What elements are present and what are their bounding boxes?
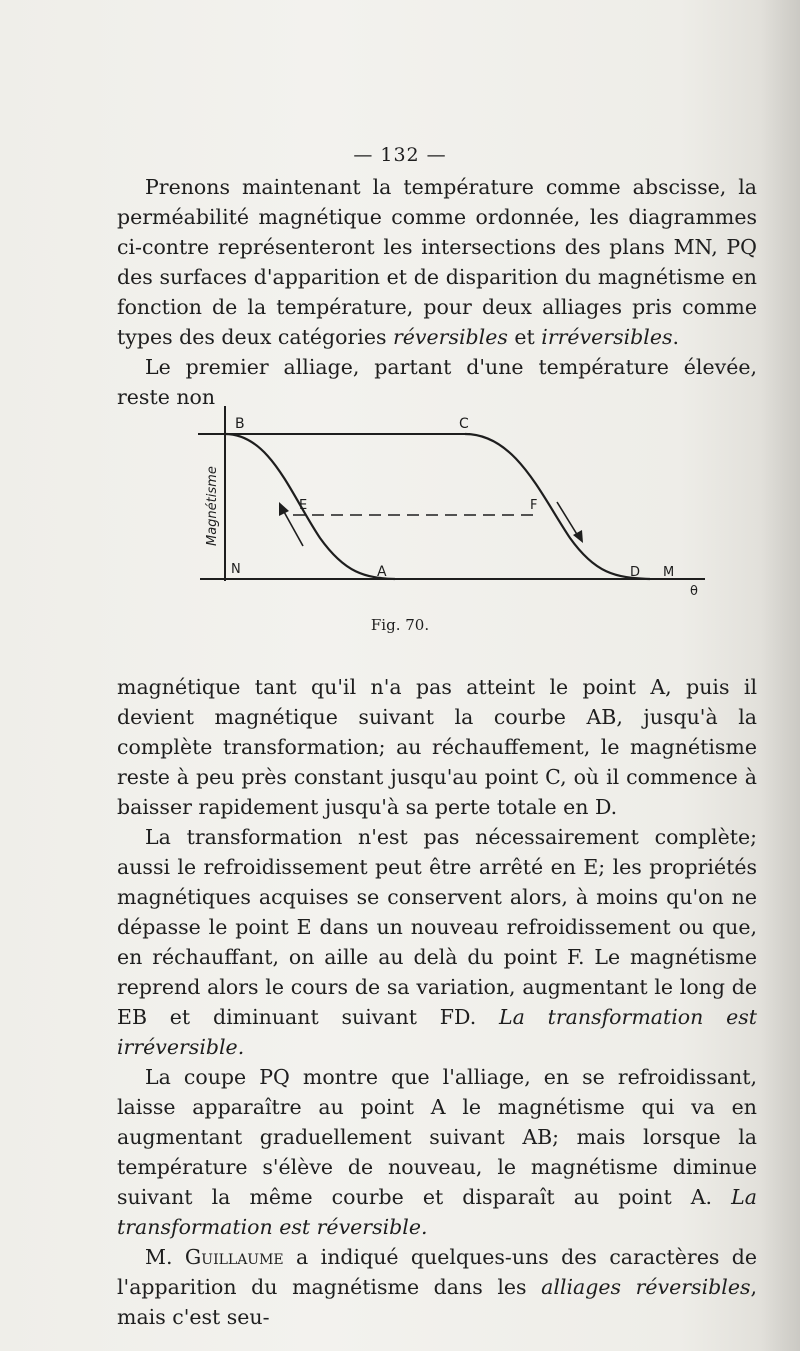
paragraph-text: et bbox=[507, 325, 542, 349]
label-m: M bbox=[663, 565, 675, 580]
arrow-heating bbox=[557, 502, 578, 536]
paragraph-text: Le premier alliage, partant d'une température élevée, reste non bbox=[117, 355, 757, 409]
paragraph-text: a indiqué quelques-uns des caractères de l'apparition du magnétisme dans les bbox=[117, 1245, 757, 1299]
curve-ab bbox=[225, 434, 395, 579]
arrow-cooling-head bbox=[279, 502, 289, 516]
paragraph-text: La coupe PQ montre que l'alliage, en se refroidissant, laisse apparaître au point A le magnétisme qui va en augmentant graduellement suivant AB; mais lorsque la température s'élève de nouveau, le magnétisme diminue suivant la même courbe et disparaît au point A. bbox=[117, 1065, 757, 1209]
label-a: A bbox=[377, 564, 387, 580]
paragraph-text: magnétique tant qu'il n'a pas atteint le point A, puis il devient magnétique suivant la courbe AB, jusqu'à la complète transformation; au réchauffement, le magnétisme reste à peu près constant jusqu'au point C, où il commence à baisser rapidement jusqu'à sa perte totale en D. bbox=[117, 675, 757, 819]
paragraph-text: , mais c'est seu- bbox=[117, 1275, 758, 1329]
label-e: E bbox=[299, 498, 308, 513]
italic-term: alliages réversibles bbox=[541, 1275, 751, 1299]
label-c: C bbox=[459, 416, 469, 432]
page-number: — 132 — bbox=[353, 144, 447, 166]
paragraph bbox=[117, 1062, 757, 1242]
italic-sentence: La transformation est réversible. bbox=[117, 1185, 757, 1239]
italic-term: réversibles bbox=[393, 325, 508, 349]
curve-cd bbox=[465, 434, 650, 579]
arrow-heating-head bbox=[573, 530, 583, 543]
label-d: D bbox=[630, 565, 641, 580]
page-edge-shadow bbox=[760, 0, 800, 1351]
paragraph bbox=[117, 1242, 757, 1332]
label-b: B bbox=[235, 416, 245, 432]
y-axis-label: Magnétisme bbox=[205, 466, 220, 546]
italic-term: irréversibles bbox=[541, 325, 673, 349]
paragraph-text: . bbox=[672, 325, 680, 349]
diagram-svg bbox=[195, 398, 715, 608]
paragraph-text: La transformation n'est pas nécessairement complète; aussi le refroidissement peut être arrêté en E; les propriétés magnétiques acquises se conservent alors, à moins qu'on ne dépasse le point E dans un nouveau refroidissement ou que, en réchauffant, on aille au delà du point F. Le magnétisme reprend alors le cours de sa variation, augmentant le long de EB et diminuant suivant FD. bbox=[117, 825, 757, 1029]
paragraph bbox=[117, 172, 757, 352]
paragraph bbox=[117, 822, 757, 1062]
italic-sentence: La transformation est irréversible. bbox=[117, 1005, 757, 1059]
bottom-text-block bbox=[117, 672, 757, 1332]
label-n: N bbox=[231, 562, 241, 577]
magnetism-diagram bbox=[195, 398, 715, 608]
author-name: M. Guillaume bbox=[145, 1245, 284, 1269]
paragraph bbox=[117, 672, 757, 822]
paragraph-text: Prenons maintenant la température comme abscisse, la perméabilité magnétique comme ordonnée, les diagrammes ci-contre représenteront les intersections des plans MN, PQ des surfaces d'apparition et de disparition du magnétisme en fonction de la température, pour deux alliages pris comme types des deux catégories bbox=[117, 175, 757, 349]
x-axis-label: θ bbox=[690, 584, 698, 599]
figure-caption: Fig. 70. bbox=[370, 616, 430, 634]
label-f: F bbox=[530, 498, 538, 513]
top-text-block bbox=[117, 172, 757, 412]
